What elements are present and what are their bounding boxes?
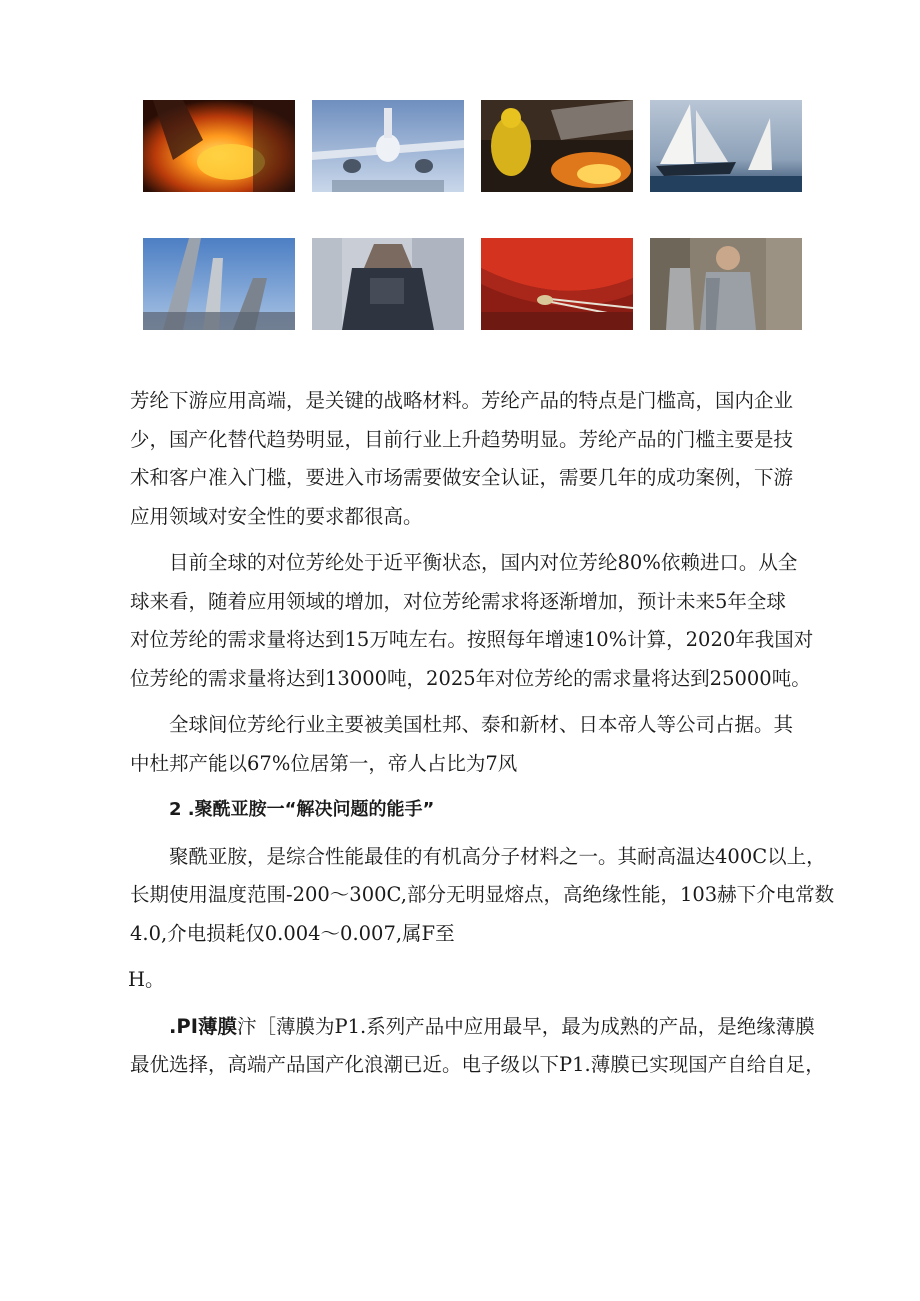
text-line: 聚酰亚胺，是综合性能最佳的有机高分子材料之一。其耐高温达400C以上， bbox=[169, 844, 826, 868]
photo-industrial-chimneys bbox=[143, 238, 295, 330]
pi-film-lead: .PI薄膜 bbox=[169, 1014, 237, 1038]
paragraph-aramid-downstream bbox=[130, 382, 820, 536]
section-heading-polyimide: 2 .聚酰亚胺一“解决问题的能手” bbox=[169, 799, 435, 820]
text-line: 目前全球的对位芳纶处于近平衡状态，国内对位芳纶80%依赖进口。从全 bbox=[169, 551, 798, 574]
application-photo-grid bbox=[143, 100, 801, 330]
paragraph-pi-film bbox=[130, 1008, 825, 1085]
text-line bbox=[130, 1008, 820, 1047]
pi-film-rest: 汴［薄膜为P1.系列产品中应用最早，最为成熟的产品，是绝缘薄膜 bbox=[236, 1014, 815, 1038]
photo-sailboats bbox=[650, 100, 802, 192]
text-line: 4.0,介电损耗仅0.004〜0.007,属F至 bbox=[130, 921, 455, 945]
text-line: 全球间位芳纶行业主要被美国杜邦、泰和新材、日本帝人等公司占据。其 bbox=[169, 713, 794, 736]
paragraph-polyimide-properties bbox=[130, 838, 835, 954]
photo-jet-airliner bbox=[312, 100, 464, 192]
photo-firefighter bbox=[481, 100, 633, 192]
text-line: 最优选择，高端产品国产化浪潮已近。电子级以下P1.薄膜已实现国产自给自足， bbox=[130, 1053, 825, 1076]
text-line: 对位芳纶的需求量将达到15万吨左右。按照每年增速10%计算，2020年我国对 bbox=[130, 628, 814, 651]
text-line: 芳纶下游应用高端，是关键的战略材料。芳纶产品的特点是门槛高，国内企业 bbox=[130, 389, 794, 412]
paragraph-para-aramid-demand bbox=[130, 544, 820, 698]
text-line: 术和客户准入门槛，要进入市场需要做安全认证，需要几年的成功案例，下游 bbox=[130, 466, 794, 489]
text-line: 应用领域对安全性的要求都很高。 bbox=[130, 504, 423, 528]
text-line: 长期使用温度范围-200〜300C,部分无明显熔点，高绝缘性能，103赫下介电常数 bbox=[130, 883, 835, 906]
photo-red-balloon bbox=[481, 238, 633, 330]
photo-molten-metal bbox=[143, 100, 295, 192]
text-line: 位芳纶的需求量将达到13000吨，2025年对位芳纶的需求量将达到25000吨。 bbox=[130, 666, 811, 690]
text-line: 中杜邦产能以67%位居第一，帝人占比为7风 bbox=[130, 751, 518, 775]
text-line: 球来看，随着应用领域的增加，对位芳纶需求将逐渐增加，预计未来5年全球 bbox=[130, 589, 786, 613]
paragraph-meta-aramid-market bbox=[130, 706, 820, 783]
text-line: 少，国产化替代趋势明显，目前行业上升趋势明显。芳纶产品的门槛主要是技 bbox=[130, 427, 794, 451]
body-text bbox=[128, 382, 835, 1085]
photo-body-armor bbox=[312, 238, 464, 330]
paragraph-fragment: H。 bbox=[128, 968, 165, 991]
photo-protective-clothing bbox=[650, 238, 802, 330]
